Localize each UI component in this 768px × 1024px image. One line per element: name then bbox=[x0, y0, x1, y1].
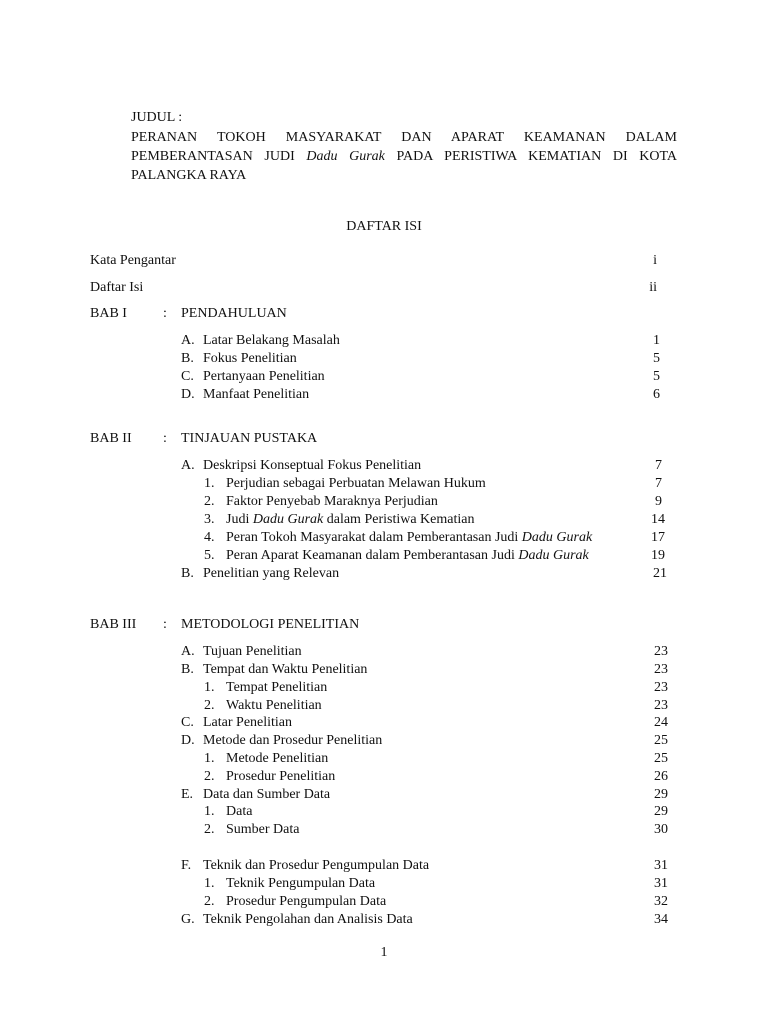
toc-page-number: 24 bbox=[654, 715, 668, 730]
toc-item-marker: B. bbox=[181, 662, 194, 677]
toc-subitem-marker: 2. bbox=[204, 494, 215, 509]
toc-page-number: 7 bbox=[655, 476, 662, 491]
toc-page-number: 21 bbox=[653, 566, 667, 581]
toc-front-label: Kata Pengantar bbox=[90, 253, 176, 268]
title-line-2: PEMBERANTASAN JUDI Dadu Gurak PADA PERISTIWA KEMATIAN DI KOTA bbox=[131, 149, 677, 164]
chapter-label: BAB I bbox=[90, 306, 127, 321]
toc-page-number: 23 bbox=[654, 644, 668, 659]
toc-subitem-marker: 1. bbox=[204, 680, 215, 695]
toc-subitem-marker: 1. bbox=[204, 476, 215, 491]
toc-item-text: Manfaat Penelitian bbox=[203, 387, 310, 402]
toc-page-number: 23 bbox=[654, 662, 668, 677]
toc-page-number: 31 bbox=[654, 876, 668, 891]
toc-subitem-marker: 2. bbox=[204, 769, 215, 784]
toc-item-marker: G. bbox=[181, 912, 195, 927]
toc-page-number: 19 bbox=[651, 548, 665, 563]
toc-item-text: Teknik Pengolahan dan Analisis Data bbox=[203, 912, 413, 927]
toc-item-marker: A. bbox=[181, 458, 195, 473]
title-line-3: PALANGKA RAYA bbox=[131, 168, 247, 183]
toc-item-text: Deskripsi Konseptual Fokus Penelitian bbox=[203, 458, 422, 473]
toc-page-number: 34 bbox=[654, 912, 668, 927]
toc-page-number: 14 bbox=[651, 512, 665, 527]
toc-page-number: ii bbox=[649, 280, 657, 295]
toc-subitem-marker: 2. bbox=[204, 822, 215, 837]
toc-page-number: 30 bbox=[654, 822, 668, 837]
toc-subitem-marker: 1. bbox=[204, 804, 215, 819]
toc-page-number: 29 bbox=[654, 804, 668, 819]
toc-subitem-text: Waktu Penelitian bbox=[226, 698, 322, 713]
toc-item-marker: A. bbox=[181, 644, 195, 659]
toc-subitem-marker: 3. bbox=[204, 512, 215, 527]
toc-page-number: 25 bbox=[654, 751, 668, 766]
toc-subitem-text: Peran Aparat Keamanan dalam Pemberantasan Judi Dadu Gurak bbox=[226, 548, 589, 563]
chapter-label: BAB III bbox=[90, 617, 137, 632]
title-line-1: PERANAN TOKOH MASYARAKAT DAN APARAT KEAMANAN DALAM bbox=[131, 130, 677, 145]
footer-page-number: 1 bbox=[380, 945, 388, 960]
chapter-title: TINJAUAN PUSTAKA bbox=[181, 431, 318, 446]
toc-subitem-text: Perjudian sebagai Perbuatan Melawan Hukum bbox=[226, 476, 486, 491]
toc-item-text: Tujuan Penelitian bbox=[203, 644, 302, 659]
toc-page-number: 7 bbox=[655, 458, 662, 473]
toc-heading: DAFTAR ISI bbox=[346, 219, 422, 234]
chapter-colon: : bbox=[163, 617, 167, 632]
chapter-title: METODOLOGI PENELITIAN bbox=[181, 617, 360, 632]
toc-subitem-text: Tempat Penelitian bbox=[226, 680, 328, 695]
toc-page-number: 23 bbox=[654, 698, 668, 713]
toc-subitem-text: Sumber Data bbox=[226, 822, 300, 837]
toc-subitem-text: Peran Tokoh Masyarakat dalam Pemberantasan Judi Dadu Gurak bbox=[226, 530, 593, 545]
toc-item-text: Pertanyaan Penelitian bbox=[203, 369, 325, 384]
toc-item-text: Data dan Sumber Data bbox=[203, 787, 331, 802]
toc-subitem-marker: 1. bbox=[204, 876, 215, 891]
toc-front-label: Daftar Isi bbox=[90, 280, 144, 295]
toc-item-text: Latar Penelitian bbox=[203, 715, 293, 730]
toc-item-marker: B. bbox=[181, 351, 194, 366]
toc-page-number: 29 bbox=[654, 787, 668, 802]
toc-subitem-text: Prosedur Pengumpulan Data bbox=[226, 894, 387, 909]
toc-item-text: Fokus Penelitian bbox=[203, 351, 297, 366]
toc-item-text: Metode dan Prosedur Penelitian bbox=[203, 733, 383, 748]
toc-subitem-marker: 2. bbox=[204, 698, 215, 713]
thesis-title bbox=[131, 128, 677, 185]
toc-item-marker: C. bbox=[181, 715, 194, 730]
toc-item-marker: E. bbox=[181, 787, 194, 802]
toc-subitem-text: Judi Dadu Gurak dalam Peristiwa Kematian bbox=[226, 512, 475, 527]
toc-subitem-text: Data bbox=[226, 804, 253, 819]
chapter-colon: : bbox=[163, 306, 167, 321]
chapter-title: PENDAHULUAN bbox=[181, 306, 287, 321]
toc-item-marker: D. bbox=[181, 733, 195, 748]
toc-page-number: 25 bbox=[654, 733, 668, 748]
toc-page-number: 9 bbox=[655, 494, 662, 509]
toc-page-number: 1 bbox=[653, 333, 660, 348]
toc-item-text: Latar Belakang Masalah bbox=[203, 333, 340, 348]
toc-page-number: 6 bbox=[653, 387, 660, 402]
toc-subitem-marker: 4. bbox=[204, 530, 215, 545]
toc-subitem-text: Faktor Penyebab Maraknya Perjudian bbox=[226, 494, 438, 509]
toc-page-number: i bbox=[653, 253, 657, 268]
toc-subitem-marker: 2. bbox=[204, 894, 215, 909]
toc-subitem-text: Teknik Pengumpulan Data bbox=[226, 876, 376, 891]
toc-page-number: 17 bbox=[651, 530, 665, 545]
toc-page-number: 26 bbox=[654, 769, 668, 784]
toc-item-marker: C. bbox=[181, 369, 194, 384]
toc-subitem-marker: 1. bbox=[204, 751, 215, 766]
toc-item-text: Teknik dan Prosedur Pengumpulan Data bbox=[203, 858, 430, 873]
toc-page-number: 5 bbox=[653, 351, 660, 366]
toc-item-marker: B. bbox=[181, 566, 194, 581]
toc-subitem-text: Metode Penelitian bbox=[226, 751, 329, 766]
toc-page-number: 23 bbox=[654, 680, 668, 695]
toc-item-text: Tempat dan Waktu Penelitian bbox=[203, 662, 368, 677]
toc-item-marker: F. bbox=[181, 858, 192, 873]
chapter-label: BAB II bbox=[90, 431, 132, 446]
judul-label: JUDUL : bbox=[131, 110, 183, 125]
toc-subitem-marker: 5. bbox=[204, 548, 215, 563]
toc-item-marker: A. bbox=[181, 333, 195, 348]
chapter-colon: : bbox=[163, 431, 167, 446]
toc-item-text: Penelitian yang Relevan bbox=[203, 566, 340, 581]
toc-subitem-text: Prosedur Penelitian bbox=[226, 769, 336, 784]
toc-page-number: 31 bbox=[654, 858, 668, 873]
toc-page-number: 5 bbox=[653, 369, 660, 384]
toc-item-marker: D. bbox=[181, 387, 195, 402]
toc-page-number: 32 bbox=[654, 894, 668, 909]
